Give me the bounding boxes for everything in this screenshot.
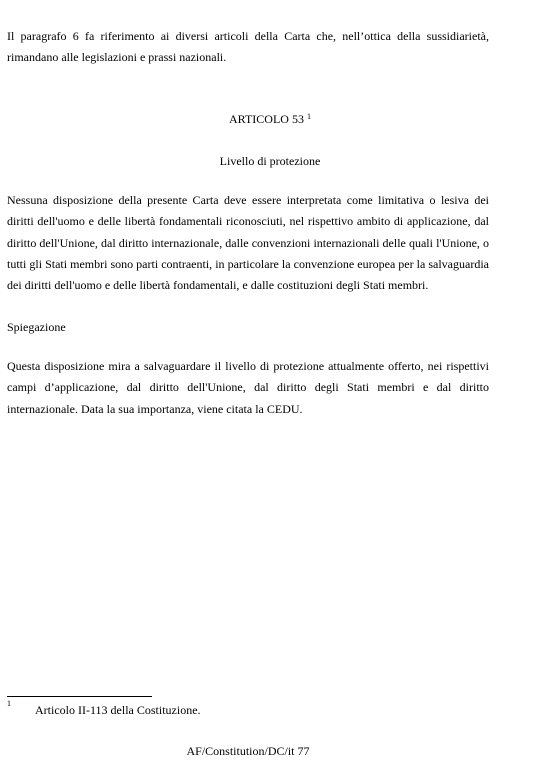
intro-paragraph: Il paragrafo 6 fa riferimento ai diversi articoli della Carta che, nell’ottica della sussidiarietà, rimandano alle legislazioni e prassi nazionali. <box>7 29 489 65</box>
article-title: Livello di protezione <box>219 154 321 168</box>
footnote-separator <box>7 696 152 697</box>
explanation-body: Questa disposizione mira a salvaguardare il livello di protezione attualmente offerto, nei rispettivi campi d’applicazione, dal diritto dell'Unione, dal diritto degli Stati membri e dal diritto internazionale. Data la sua importanza, viene citata la CEDU. <box>7 359 489 416</box>
footnote-mark: 1 <box>7 699 11 708</box>
article-body: Nessuna disposizione della presente Carta deve essere interpretata come limitativa o lesiva dei diritti dell'uomo e delle libertà fondamentali riconosciuti, nel rispettivo ambito di applicazione, dal diritto dell'Unione, dal diritto internazionale, dalle convenzioni internazionali delle quali l'Unione, o tutti gli Stati membri sono parti contraenti, in particolare la convenzione europea per la salvaguardia dei diritti dell'uomo e delle libertà fondamentali, e dalle costituzioni degli Stati membri. <box>7 193 489 293</box>
article-heading: ARTICOLO 53 <box>229 112 304 126</box>
article-footnote-ref: 1 <box>306 112 311 121</box>
page-footer: AF/Constitution/DC/it 77 <box>186 744 310 758</box>
article-heading-line <box>0 112 540 127</box>
explanation-heading: Spiegazione <box>7 320 66 334</box>
footnote-text: Articolo II-113 della Costituzione. <box>35 703 201 717</box>
